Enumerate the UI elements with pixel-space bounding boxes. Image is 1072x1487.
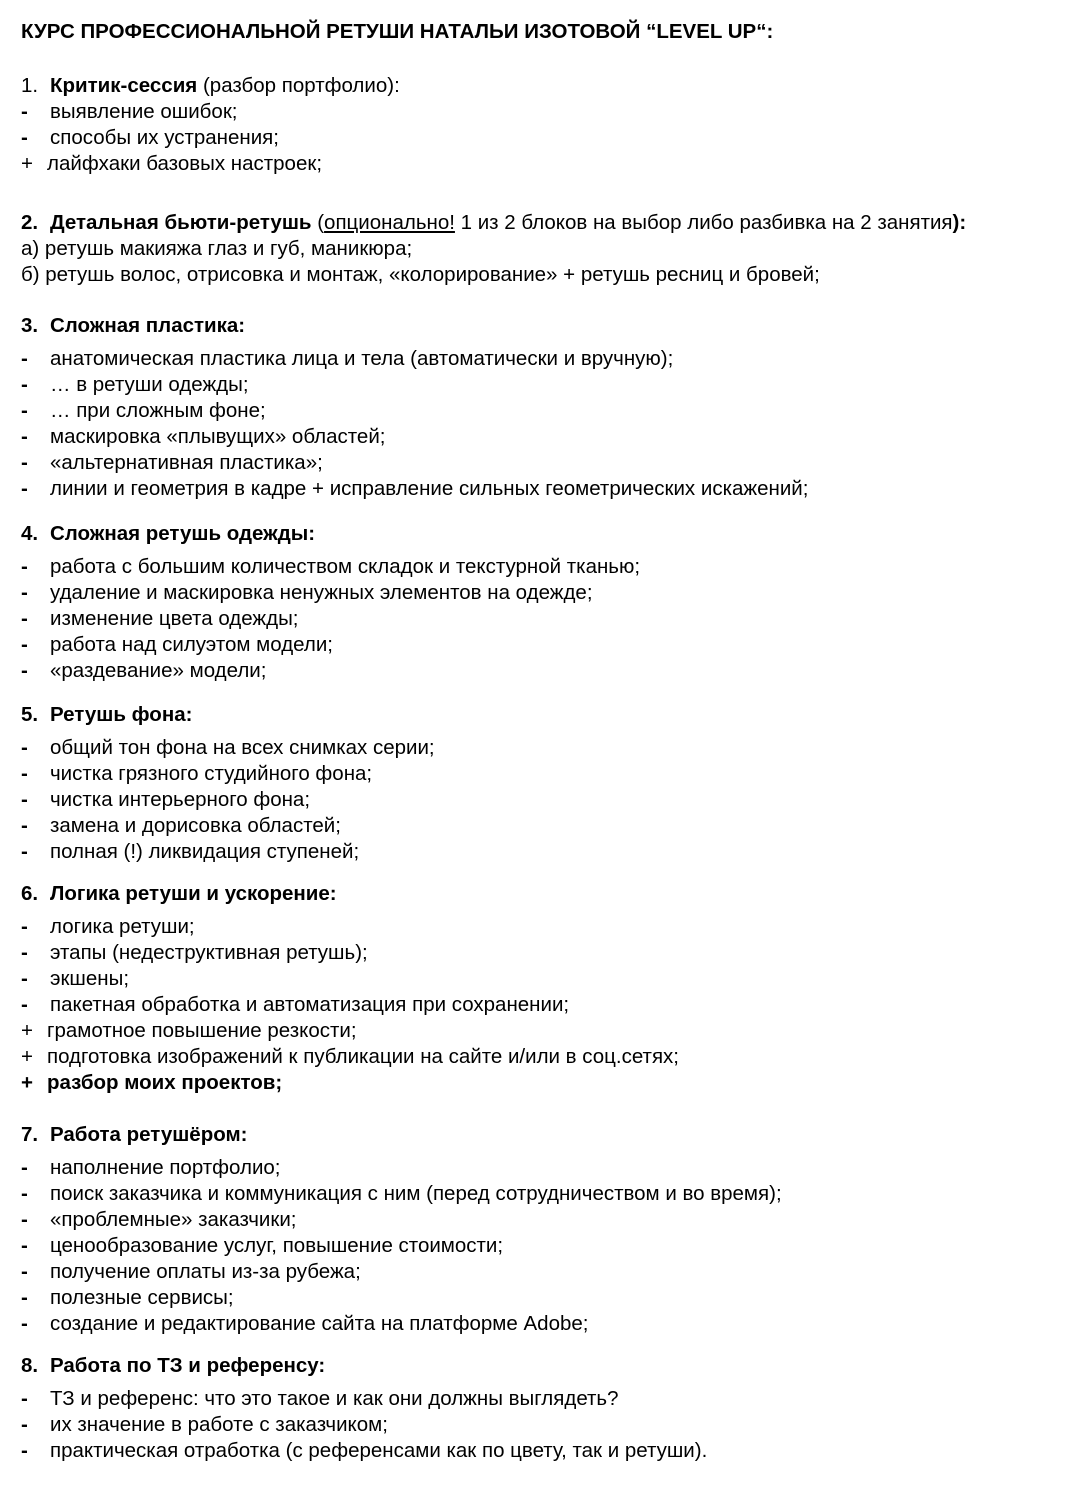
section-number: 6. xyxy=(21,882,39,905)
plus-marker: + xyxy=(21,152,33,175)
document-page xyxy=(21,19,1061,1462)
list-item: + грамотное повышение резкости; xyxy=(21,1019,357,1042)
section-title: Детальная бьюти-ретушь xyxy=(50,211,312,234)
section-2 xyxy=(21,210,1061,288)
list-item: - «раздевание» модели; xyxy=(21,659,267,682)
section-heading xyxy=(21,702,1061,728)
section-3 xyxy=(21,313,1061,502)
list-item: - поиск заказчика и коммуникация с ним (перед сотрудничеством и во время); xyxy=(21,1182,782,1205)
list-item: - создание и редактирование сайта на платформе Adobe; xyxy=(21,1312,589,1335)
list-item: - пакетная обработка и автоматизация при сохранении; xyxy=(21,993,570,1016)
section-title: Работа по ТЗ и референсу: xyxy=(50,1354,326,1377)
section-1 xyxy=(21,73,1061,177)
document-title: КУРС ПРОФЕССИОНАЛЬНОЙ РЕТУШИ НАТАЛЬИ ИЗОТОВОЙ “LEVEL UP“: xyxy=(21,20,774,43)
dash-marker: - xyxy=(21,1413,28,1436)
dash-marker: - xyxy=(21,941,28,964)
section-6 xyxy=(21,881,1061,1096)
section-number: 1. xyxy=(21,74,39,97)
dash-marker: - xyxy=(21,1439,28,1462)
section-heading xyxy=(21,521,1061,547)
list-item: - работа с большим количеством складок и текстурной тканью; xyxy=(21,555,641,578)
dash-marker: - xyxy=(21,347,28,370)
dash-marker: - xyxy=(21,1387,28,1410)
dash-marker: - xyxy=(21,762,28,785)
optional-note: опционально! xyxy=(324,211,455,234)
dash-marker: - xyxy=(21,736,28,759)
section-number: 3. xyxy=(21,314,39,337)
list-item: - анатомическая пластика лица и тела (автоматически и вручную); xyxy=(21,347,674,370)
section-title: Сложная ретушь одежды: xyxy=(50,522,316,545)
dash-marker: - xyxy=(21,993,28,1016)
list-item: + лайфхаки базовых настроек; xyxy=(21,152,323,175)
plus-marker: + xyxy=(21,1045,33,1068)
list-item: - этапы (недеструктивная ретушь); xyxy=(21,941,368,964)
section-4 xyxy=(21,521,1061,684)
dash-marker: - xyxy=(21,451,28,474)
list-item: - «альтернативная пластика»; xyxy=(21,451,323,474)
dash-marker: - xyxy=(21,659,28,682)
list-item: + подготовка изображений к публикации на сайте и/или в соц.сетях; xyxy=(21,1045,679,1068)
dash-marker: - xyxy=(21,1182,28,1205)
list-item: - выявление ошибок; xyxy=(21,100,238,123)
list-item: - … в ретуши одежды; xyxy=(21,373,249,396)
dash-marker: - xyxy=(21,425,28,448)
dash-marker: - xyxy=(21,814,28,837)
list-item: - их значение в работе с заказчиком; xyxy=(21,1413,388,1436)
section-7 xyxy=(21,1122,1061,1337)
list-item: - работа над силуэтом модели; xyxy=(21,633,334,656)
section-heading xyxy=(21,73,1061,99)
section-title: Ретушь фона: xyxy=(50,703,193,726)
section-title: Критик-сессия xyxy=(50,74,198,97)
list-item: - полная (!) ликвидация ступеней; xyxy=(21,840,360,863)
dash-marker: - xyxy=(21,967,28,990)
section-heading xyxy=(21,1122,1061,1148)
list-item: - ценообразование услуг, повышение стоимости; xyxy=(21,1234,504,1257)
list-item: - чистка интерьерного фона; xyxy=(21,788,311,811)
section-heading xyxy=(21,1353,1061,1379)
section-title: Работа ретушёром: xyxy=(50,1123,248,1146)
section-note: (разбор портфолио): xyxy=(197,74,400,97)
list-item: - … при сложным фоне; xyxy=(21,399,266,422)
section-number: 2. xyxy=(21,211,39,234)
list-item: - изменение цвета одежды; xyxy=(21,607,299,630)
section-5 xyxy=(21,702,1061,865)
section-heading xyxy=(21,313,1061,339)
section-title: Логика ретуши и ускорение: xyxy=(50,882,337,905)
section-heading xyxy=(21,881,1061,907)
list-item: - линии и геометрия в кадре + исправление сильных геометрических искажений; xyxy=(21,477,809,500)
list-item: б) ретушь волос, отрисовка и монтаж, «колорирование» + ретушь ресниц и бровей; xyxy=(21,263,820,286)
list-item: а) ретушь макияжа глаз и губ, маникюра; xyxy=(21,237,413,260)
dash-marker: - xyxy=(21,1286,28,1309)
dash-marker: - xyxy=(21,399,28,422)
dash-marker: - xyxy=(21,100,28,123)
list-item: - маскировка «плывущих» областей; xyxy=(21,425,386,448)
dash-marker: - xyxy=(21,633,28,656)
list-item: - экшены; xyxy=(21,967,130,990)
section-heading: 2. Детальная бьюти-ретушь (опционально! 1 из 2 блоков на выбор либо разбивка на 2 занятия): xyxy=(21,211,967,234)
list-item: - ТЗ и референс: что это такое и как они должны выглядеть? xyxy=(21,1387,619,1410)
list-item: - получение оплаты из-за рубежа; xyxy=(21,1260,361,1283)
dash-marker: - xyxy=(21,373,28,396)
section-number: 7. xyxy=(21,1123,39,1146)
dash-marker: - xyxy=(21,1312,28,1335)
dash-marker: - xyxy=(21,915,28,938)
list-item: - полезные сервисы; xyxy=(21,1286,234,1309)
list-item: - «проблемные» заказчики; xyxy=(21,1208,297,1231)
dash-marker: - xyxy=(21,477,28,500)
list-item: - общий тон фона на всех снимках серии; xyxy=(21,736,435,759)
plus-marker: + xyxy=(21,1019,33,1042)
dash-marker: - xyxy=(21,840,28,863)
section-number: 5. xyxy=(21,703,39,726)
section-number: 8. xyxy=(21,1354,39,1377)
section-number: 4. xyxy=(21,522,39,545)
section-8 xyxy=(21,1353,1061,1464)
dash-marker: - xyxy=(21,1260,28,1283)
list-item: - практическая отработка (с референсами как по цвету, так и ретуши). xyxy=(21,1439,708,1462)
dash-marker: - xyxy=(21,581,28,604)
list-item: - способы их устранения; xyxy=(21,126,279,149)
dash-marker: - xyxy=(21,126,28,149)
section-title: Сложная пластика: xyxy=(50,314,246,337)
dash-marker: - xyxy=(21,1234,28,1257)
list-item: + разбор моих проектов; xyxy=(21,1071,283,1094)
dash-marker: - xyxy=(21,788,28,811)
list-item: - удаление и маскировка ненужных элементов на одежде; xyxy=(21,581,593,604)
list-item: - логика ретуши; xyxy=(21,915,195,938)
list-item: - наполнение портфолио; xyxy=(21,1156,281,1179)
dash-marker: - xyxy=(21,1156,28,1179)
plus-marker: + xyxy=(21,1071,33,1094)
list-item: - замена и дорисовка областей; xyxy=(21,814,341,837)
list-item: - чистка грязного студийного фона; xyxy=(21,762,373,785)
dash-marker: - xyxy=(21,607,28,630)
dash-marker: - xyxy=(21,555,28,578)
dash-marker: - xyxy=(21,1208,28,1231)
